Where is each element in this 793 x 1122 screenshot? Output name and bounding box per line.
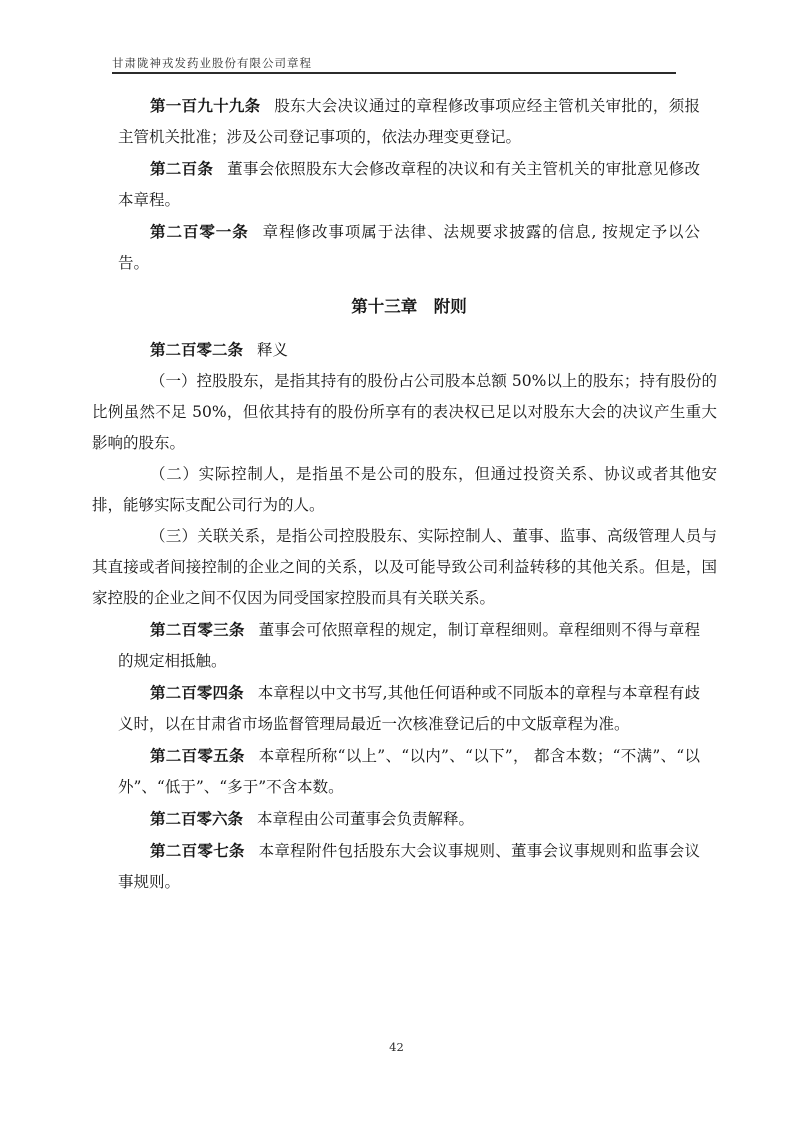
paragraph-text: 章程修改事项属于法律、法规要求披露的信息, 按规定予以公告。 bbox=[118, 223, 700, 272]
paragraph-text: （二）实际控制人，是指虽不是公司的股东，但通过投资关系、协议或者其他安排，能够实际支配公司行为的人。 bbox=[92, 465, 717, 514]
article-paragraph bbox=[118, 614, 700, 677]
definition-item bbox=[92, 366, 717, 459]
chapter-title-text: 第十三章 附则 bbox=[351, 297, 467, 316]
article-paragraph bbox=[118, 90, 700, 153]
paragraph-text: 股东大会决议通过的章程修改事项应经主管机关审批的，须报主管机关批准；涉及公司登记事项的，依法办理变更登记。 bbox=[118, 97, 700, 146]
document-header-title: 甘肃陇神戎发药业股份有限公司章程 bbox=[112, 56, 312, 70]
page-header bbox=[112, 52, 676, 71]
paragraph-text: 本章程以中文书写,其他任何语种或不同版本的章程与本章程有歧义时，以在甘肃省市场监督管理局最近一次核准登记后的中文版章程为准。 bbox=[118, 684, 700, 733]
article-number: 第二百零五条 bbox=[150, 746, 245, 765]
article-number: 第一百九十九条 bbox=[150, 96, 261, 115]
chapter-heading bbox=[118, 291, 700, 322]
article-paragraph bbox=[118, 740, 700, 803]
article-paragraph bbox=[118, 334, 700, 366]
article-number: 第二百零四条 bbox=[150, 683, 244, 702]
paragraph-text: （一）控股股东，是指其持有的股份占公司股本总额 50%以上的股东；持有股份的比例虽然不足 50%，但依其持有的股份所享有的表决权已足以对股东大会的决议产生重大影响的股东。 bbox=[92, 372, 717, 452]
document-body bbox=[92, 90, 717, 898]
article-number: 第二百条 bbox=[150, 159, 214, 178]
paragraph-text: 释义 bbox=[257, 341, 289, 359]
article-number: 第二百零二条 bbox=[150, 340, 244, 359]
definition-item bbox=[92, 459, 717, 521]
article-number: 第二百零六条 bbox=[150, 809, 244, 828]
article-paragraph bbox=[118, 216, 700, 279]
article-paragraph bbox=[118, 803, 700, 835]
paragraph-text: 董事会依照股东大会修改章程的决议和有关主管机关的审批意见修改本章程。 bbox=[118, 160, 700, 209]
header-divider-rule bbox=[112, 72, 676, 74]
article-number: 第二百零三条 bbox=[150, 620, 245, 639]
paragraph-text: （三）关联关系，是指公司控股股东、实际控制人、董事、监事、高级管理人员与其直接或者间接控制的企业之间的关系，以及可能导致公司利益转移的其他关系。但是，国家控股的企业之间不仅因为同受国家控股而具有关联关系。 bbox=[92, 527, 717, 607]
paragraph-text: 本章程所称“以上”、“以内”、“以下”， 都含本数；“不满”、“以外”、“低于”、“多于”不含本数。 bbox=[118, 747, 700, 796]
article-number: 第二百零一条 bbox=[150, 222, 249, 241]
article-paragraph bbox=[118, 677, 700, 740]
page-number: 42 bbox=[389, 1040, 404, 1054]
paragraph-text: 董事会可依照章程的规定，制订章程细则。章程细则不得与章程的规定相抵触。 bbox=[118, 621, 700, 670]
paragraph-text: 本章程附件包括股东大会议事规则、董事会议事规则和监事会议事规则。 bbox=[118, 842, 700, 891]
article-paragraph bbox=[118, 153, 700, 216]
article-paragraph bbox=[118, 835, 700, 898]
article-number: 第二百零七条 bbox=[150, 841, 245, 860]
paragraph-text: 本章程由公司董事会负责解释。 bbox=[257, 810, 475, 828]
definition-item bbox=[92, 521, 717, 614]
